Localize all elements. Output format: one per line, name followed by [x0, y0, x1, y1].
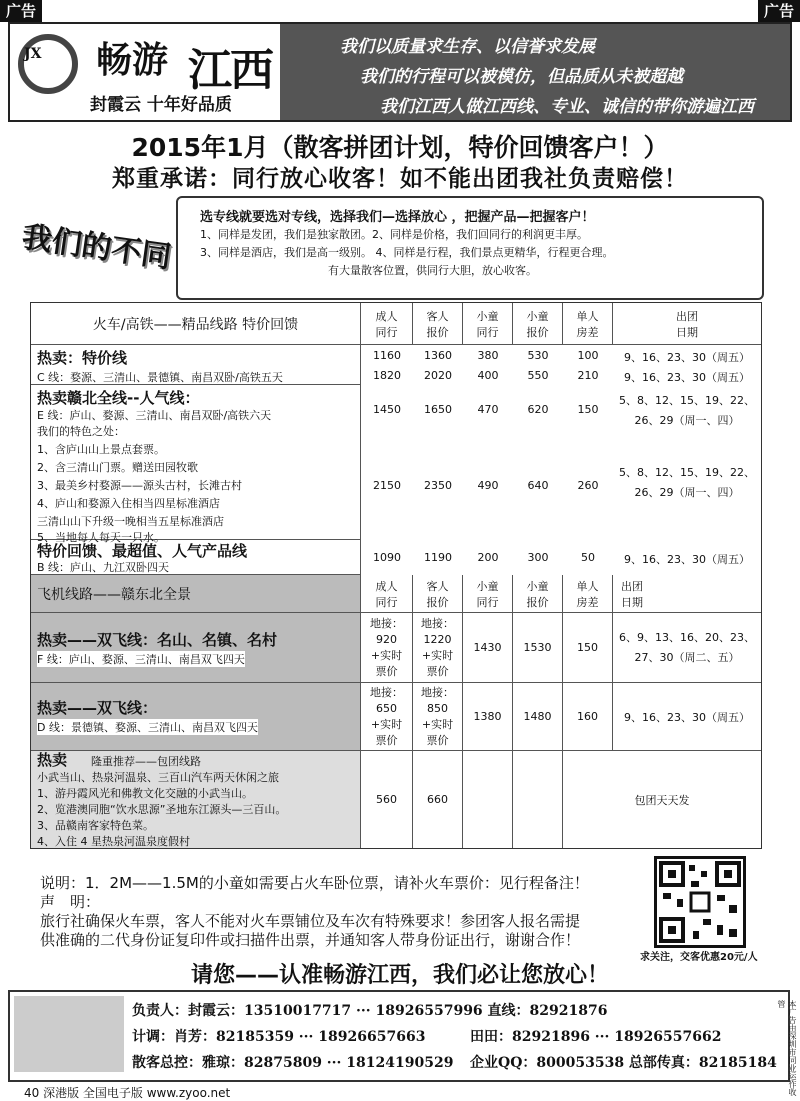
banner	[8, 22, 792, 122]
d-adult: 地接： 650 +实时 票价	[361, 683, 413, 751]
e2-guest: 2350	[424, 479, 452, 492]
c-child: 380	[477, 349, 499, 362]
f-single: 150	[563, 613, 613, 683]
hot5: 热卖——双飞线：	[37, 699, 158, 717]
slogan-1: 我们以质量求生存、以信誉求发展	[340, 37, 595, 57]
col-guest: 客人 报价	[413, 303, 463, 345]
bus-item-1: 1、游丹霞风光和佛教文化交融的小武当山。	[37, 787, 253, 800]
col2-adult: 成人 同行	[361, 575, 413, 613]
bus-date: 包团天天发	[634, 793, 690, 807]
c2-date: 9、16、23、30（周五）	[624, 371, 750, 384]
e2-date: 5、8、12、15、19、22、 26、29（周一、四）	[619, 466, 755, 499]
section1-header: 火车/高铁——精品线路 特价回馈	[31, 303, 361, 345]
slogan-2: 我们的行程可以被模仿，但品质从未被超越	[360, 67, 683, 87]
f-date: 6、9、13、16、20、23、 27、30（周二、五）	[613, 613, 761, 683]
e-line: E 线：庐山、婺源、三清山、南昌双卧/高铁六天	[37, 409, 272, 422]
hot3: 特价回馈、最超值、人气产品线	[37, 542, 248, 560]
col-single: 单人 房差	[563, 303, 613, 345]
differ-line-2: 1、同样是发团，我们是独家散团。2、同样是价格，我们回同行的利润更丰厚。	[200, 228, 588, 241]
feature-1: 1、含庐山山上景点套票。	[37, 443, 165, 456]
bus-item-4: 4、入住 4 星热泉河温泉度假村	[37, 835, 190, 848]
bus-item-2: 2、览港澳同胞“饮水思源”圣地东江源头—三百山。	[37, 803, 287, 816]
footer: 40 深港版 全国电子版 www.zyoo.net	[24, 1086, 231, 1100]
col-date: 出团 日期	[613, 303, 761, 345]
contact-box	[8, 990, 790, 1082]
hot2: 热卖赣北全线--人气线：	[37, 389, 200, 407]
differ-line-1: 选专线就要选对专线，选择我们—选择放心 ，把握产品—把握客户！	[200, 210, 595, 225]
e2-adult: 2150	[373, 479, 401, 492]
feature-6: 5、当地每人每天一只水。	[37, 531, 165, 544]
bus-child	[463, 751, 513, 848]
brand-name-b: 江西	[188, 45, 272, 96]
e2-single: 260	[577, 479, 599, 492]
c-line: C 线：婺源、三清山、景德镇、南昌双卧/高铁五天	[37, 371, 283, 384]
c2-single: 210	[577, 369, 599, 382]
bus-adult: 560	[361, 751, 413, 848]
col2-date: 出团 日期	[613, 575, 761, 613]
c-adult: 1160	[373, 349, 401, 362]
col2-single: 单人 房差	[563, 575, 613, 613]
b-adult: 1090	[373, 551, 401, 564]
d-line: D 线：景德镇、婺源、三清山、南昌双飞四天	[37, 721, 258, 734]
contact-logo-icon	[14, 996, 124, 1072]
note-4: 供准确的二代身份证复印件或扫描件出票，并通知客人带身份证出行，谢谢合作！	[40, 931, 581, 949]
differ-line-4: 有大量散客位置，供同行大胆，放心收客。	[328, 264, 537, 277]
price-table	[30, 302, 762, 849]
differ-title: 我们的不同	[19, 219, 174, 276]
b-date: 9、16、23、30（周五）	[624, 553, 750, 566]
hot1: 热卖：特价线	[37, 349, 128, 367]
e-single: 150	[577, 403, 599, 416]
col-child-quote: 小童 报价	[513, 303, 563, 345]
bus-guest: 660	[413, 751, 463, 848]
note-2: 声 明：	[40, 893, 101, 911]
col-adult: 成人 同行	[361, 303, 413, 345]
col-child: 小童 同行	[463, 303, 513, 345]
ad-tag-right: 广告	[758, 0, 800, 22]
logo-icon	[18, 34, 78, 94]
hot6-sub: 隆重推荐——包团线路	[91, 755, 201, 768]
differ-box	[176, 196, 764, 300]
col2-guest: 客人 报价	[413, 575, 463, 613]
note-3: 旅行社确保火车票，客人不能对火车票铺位及车次有特殊要求！参团客人报名需提	[40, 912, 581, 930]
c-child-quote: 530	[527, 349, 549, 362]
feature-3: 3、最美乡村婺源——源头古村，长滩古村	[37, 479, 242, 492]
d-guest: 地接： 850 +实时 票价	[413, 683, 463, 751]
section2-header: 飞机线路——赣东北全景	[31, 575, 361, 613]
f-child: 1430	[463, 613, 513, 683]
page-title: 2015年1月（散客拼团计划，特价回馈客户！）	[131, 133, 669, 162]
c-single: 100	[577, 349, 599, 362]
logo-letters: JX	[24, 46, 42, 62]
features-title: 我们的特色之处：	[37, 425, 125, 438]
c2-guest: 2020	[424, 369, 452, 382]
b-child-quote: 300	[527, 551, 549, 564]
f-guest: 地接： 1220 +实时 票价	[413, 613, 463, 683]
d-single: 160	[563, 683, 613, 751]
slogan-3: 我们江西人做江西线、专业、诚信的带你游遍江西	[380, 97, 754, 117]
feature-2: 2、含三清山门票。赠送田园牧歌	[37, 461, 198, 474]
final-slogan: 请您——认准畅游江西，我们必让您放心！	[190, 963, 609, 988]
hot6: 热卖	[37, 751, 68, 769]
brand-name-a: 畅游	[96, 39, 169, 81]
c2-adult: 1820	[373, 369, 401, 382]
e-adult: 1450	[373, 403, 401, 416]
f-line: F 线：庐山、婺源、三清山、南昌双飞四天	[37, 653, 245, 666]
bus-item-3: 3、品赣南客家特色菜。	[37, 819, 154, 832]
c2-child-quote: 550	[527, 369, 549, 382]
qr-caption: 求关注，交客优惠20元/人	[640, 952, 758, 963]
b-child: 200	[477, 551, 499, 564]
bus-title: 小武当山、热泉河温泉、三百山汽车两天休闲之旅	[37, 771, 279, 784]
differ-line-3: 3、同样是酒店，我们是高一级别。 4、同样是行程，我们景点更精华，行程更合理。	[200, 246, 614, 259]
feature-5: 三清山山下升级一晚相当五星标准酒店	[37, 515, 224, 528]
page-subtitle: 郑重承诺：同行放心收客！如不能出团我社负责赔偿！	[112, 166, 688, 192]
bus-child-quote	[513, 751, 563, 848]
f-adult: 地接： 920 +实时 票价	[361, 613, 413, 683]
col2-child: 小童 同行	[463, 575, 513, 613]
d-date: 9、16、23、30（周五）	[613, 683, 761, 751]
b-single: 50	[581, 551, 595, 564]
feature-4: 4、庐山和婺源入住相当四星标准酒店	[37, 497, 220, 510]
note-1: 说明：1．2M——1.5M的小童如需要占火车卧位票，请补火车票价：见行程备注！	[40, 874, 589, 892]
hot4: 热卖——双飞线：名山、名镇、名村	[37, 631, 278, 649]
d-child-quote: 1480	[513, 683, 563, 751]
e2-child: 490	[477, 479, 499, 492]
e-child: 470	[477, 403, 499, 416]
ad-tag-left: 广告	[0, 0, 42, 22]
e2-child-quote: 640	[527, 479, 549, 492]
c-guest: 1360	[424, 349, 452, 362]
f-child-quote: 1530	[513, 613, 563, 683]
e-date: 5、8、12、15、19、22、 26、29（周一、四）	[619, 394, 755, 427]
b-line: B 线：庐山、九江双卧四天	[37, 561, 170, 574]
contact-row-1: 负责人：封霞云：13510017717 ··· 18926557996 直线：82921876	[132, 1003, 608, 1019]
contact-row-2b: 田田：82921896 ··· 18926557662	[470, 1029, 722, 1045]
e-guest: 1650	[424, 403, 452, 416]
contact-row-2: 计调：肖芳：82185359 ··· 18926657663	[132, 1029, 426, 1045]
b-guest: 1190	[424, 551, 452, 564]
c2-child: 400	[477, 369, 499, 382]
contact-row-3b: 企业QQ：800053538 总部传真：82185184	[470, 1055, 777, 1071]
contact-row-3: 散客总控：雅琼：82875809 ··· 18124190529	[132, 1055, 454, 1071]
c-date: 9、16、23、30（周五）	[624, 351, 750, 364]
brand-tagline: 封霞云 十年好品质	[90, 95, 232, 115]
e-child-quote: 620	[527, 403, 549, 416]
col2-child-quote: 小童 报价	[513, 575, 563, 613]
side-note: 本广告由深圳市同业运作收管	[777, 1000, 797, 1096]
d-child: 1380	[463, 683, 513, 751]
qr-code-icon	[654, 856, 746, 948]
